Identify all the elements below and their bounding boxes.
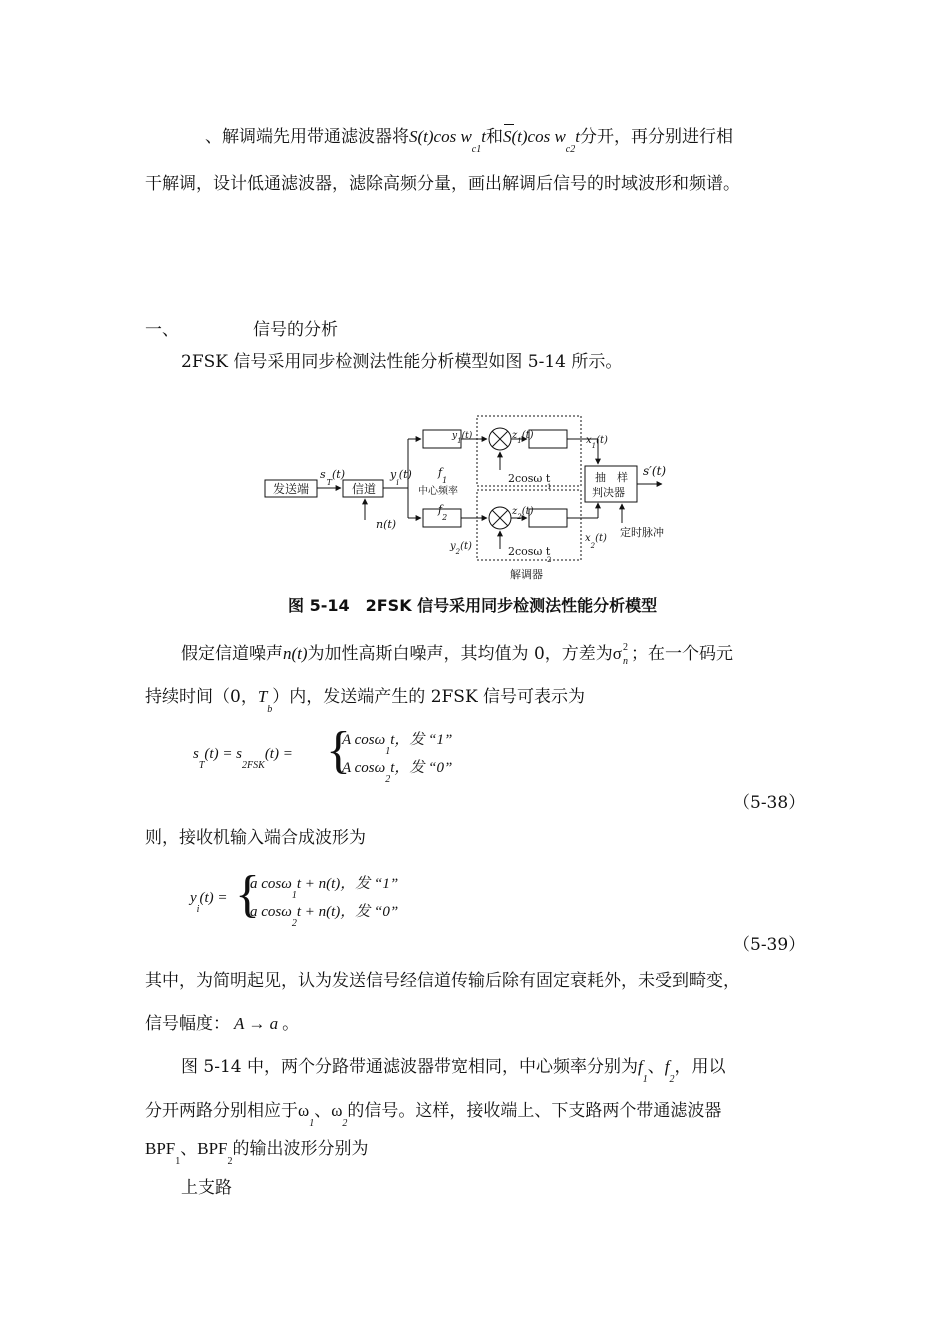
section-intro: 2FSK 信号采用同步检测法性能分析模型如图 5-14 所示。	[181, 352, 623, 372]
text-segment: 持续时间（0，	[145, 687, 258, 707]
lpf1-box	[529, 430, 567, 448]
para5-line-4: 上支路	[181, 1178, 232, 1198]
section-title: 信号的分析	[253, 320, 338, 340]
text-segment: 分开，再分别进行相	[579, 127, 733, 147]
section-number: 一、	[145, 320, 179, 340]
para5-line-2: 分开两路分别相应于$\omega_1$、$\omega_2$的信号。这样，接收端上、下支路两个带通滤波器	[145, 1101, 722, 1129]
channel-label: 信道	[352, 482, 377, 496]
superscript: 2	[622, 642, 628, 653]
eq2-row-1: a cosω$_1$t + n(t)，发 “1”	[250, 876, 399, 901]
f1-label: $f_1$	[438, 466, 448, 485]
transmitter-label: 发送端	[273, 482, 310, 496]
sampler-label-2: 判决器	[592, 486, 625, 499]
para5-line-3: $BPF_1$、$BPF_2$的输出波形分别为	[145, 1139, 369, 1167]
eq2-lhs: $y_i(t)$ =	[190, 890, 228, 915]
z1-label: $z_1(t)$	[512, 430, 534, 445]
math-T: T	[257, 687, 268, 706]
math-text: S(t)cos w	[502, 127, 566, 146]
text-segment: 假定信道噪声	[181, 644, 283, 664]
para3: 则，接收机输入端合成波形为	[145, 828, 366, 848]
y2-label: $y_2(t)$	[450, 541, 472, 556]
para2-line-2	[145, 687, 586, 715]
sigma-scripts	[622, 642, 631, 667]
overbar	[504, 124, 514, 125]
y1-label: $y_1(t)$	[452, 431, 473, 445]
text-segment: ；在一个码元	[630, 644, 733, 664]
intro-line-1	[205, 127, 733, 155]
figure-caption: 图 5-14 2FSK 信号采用同步检测法性能分析模型	[288, 596, 658, 615]
yi-label: $y_i(t)$	[390, 468, 412, 487]
text-segment: ）内，发送端产生的 2FSK 信号可表示为	[272, 687, 586, 707]
subscript: c1	[471, 144, 482, 155]
math-sbar-cos-wc2	[503, 127, 566, 146]
demod-label: 解调器	[510, 568, 543, 581]
eq1-number: （5-38）	[733, 793, 806, 813]
subscript: b	[267, 704, 273, 715]
x1-label: $x_1(t)$	[586, 435, 608, 450]
subscript: c2	[565, 144, 576, 155]
text-segment: 为加性高斯白噪声，其均值为 0，方差为	[307, 644, 613, 664]
f2-label: $f_2$	[438, 503, 448, 522]
osc2-label: 2cosω t 2	[508, 545, 552, 564]
math-sigma: σ	[612, 644, 622, 663]
para4-line-2: 信号幅度： A → a 。	[145, 1014, 300, 1034]
eq2-number: （5-39）	[733, 935, 806, 955]
z2-label: $z_2(t)$	[512, 506, 534, 521]
eq1-row-1: A cosω$_1$t，发 “1”	[342, 732, 453, 757]
text-segment: 、解调端先用带通滤波器将	[205, 127, 409, 147]
math-t: t	[575, 127, 580, 146]
intro-line-2: 干解调，设计低通滤波器，滤除高频分量，画出解调后信号的时域波形和频谱。	[145, 174, 740, 194]
subscript: n	[622, 656, 628, 667]
sampler-label-1: 抽 样	[595, 471, 628, 484]
lpf2-box	[529, 509, 567, 527]
center-freq-label: 中心频率	[418, 486, 458, 497]
para4-line-1: 其中，为简明起见，认为发送信号经信道传输后除有固定衰耗外，未受到畸变，	[145, 971, 740, 991]
output-label: s′(t)	[643, 464, 667, 478]
eq2-row-2: a cosω$_2$t + n(t)，发 “0”	[250, 904, 399, 929]
math-t: t	[481, 127, 486, 146]
x2-label: $x_2(t)$	[585, 533, 607, 550]
osc1-label: 2cosω t 1	[508, 472, 552, 491]
math-n-t: n(t)	[283, 644, 308, 663]
block-diagram	[0, 412, 950, 615]
para5-line-1: 图 5-14 中，两个分路带通滤波器带宽相同，中心频率分别为$f_1$、$f_2$，用以	[181, 1057, 726, 1085]
eq2-brace: {	[235, 866, 260, 923]
math-s-cos-wc1: S(t)cos w	[409, 127, 472, 146]
eq1-row-2: A cosω$_2$t，发 “0”	[342, 760, 453, 785]
para2-line-1	[181, 642, 733, 667]
timing-label: 定时脉冲	[620, 526, 664, 539]
eq1-brace: {	[326, 722, 351, 779]
st-label: $s_T(t)$	[320, 468, 346, 487]
text-segment: 和	[485, 127, 503, 147]
noise-label: n(t)	[376, 518, 397, 531]
eq1-lhs: $s_T(t) = s_{2FSK}(t)$ =	[193, 746, 293, 771]
